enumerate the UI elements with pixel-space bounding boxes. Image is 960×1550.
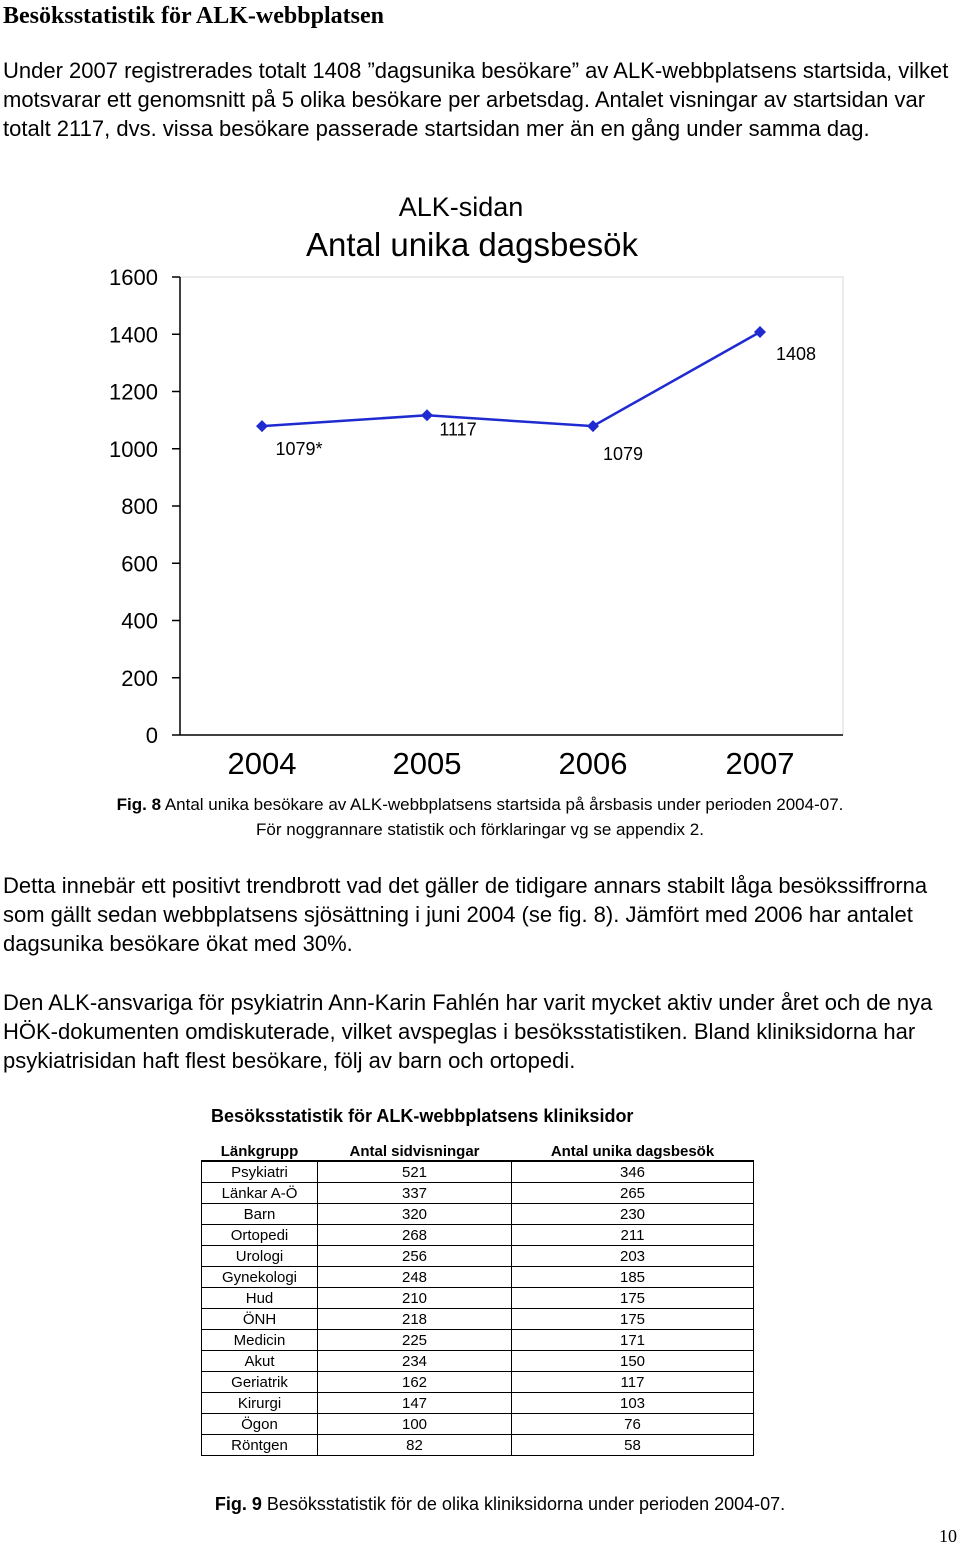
page-heading: Besöksstatistik för ALK-webbplatsen xyxy=(3,3,384,29)
cell-link-group: Medicin xyxy=(202,1330,318,1351)
fig9-label: Fig. 9 xyxy=(214,1494,262,1514)
cell-page-views: 162 xyxy=(318,1372,512,1393)
cell-unique-visits: 58 xyxy=(512,1435,754,1456)
chart-subtitle: Antal unika dagsbesök xyxy=(305,226,639,263)
table-row xyxy=(202,1330,754,1351)
y-tick-label: 400 xyxy=(121,608,158,634)
intro-paragraph: Under 2007 registrerades totalt 1408 ”dagsunika besökare” av ALK-webbplatsens startsida, vilket motsvarar ett genomsnitt på 5 olika besökare per arbetsdag. Antalet visningar av startsidan var totalt 2117, dvs. vissa besökare passerade startsidan mer än en gång under samma dag. xyxy=(3,58,949,141)
cell-page-views: 218 xyxy=(318,1309,512,1330)
cell-page-views: 248 xyxy=(318,1267,512,1288)
y-tick-label: 1000 xyxy=(109,436,158,462)
cell-unique-visits: 185 xyxy=(512,1267,754,1288)
cell-unique-visits: 117 xyxy=(512,1372,754,1393)
x-tick-label: 2004 xyxy=(227,746,297,781)
cell-page-views: 268 xyxy=(318,1225,512,1246)
column-header-page-views: Antal sidvisningar xyxy=(318,1140,512,1161)
cell-unique-visits: 171 xyxy=(512,1330,754,1351)
table-row xyxy=(202,1309,754,1330)
trend-paragraph: Detta innebär ett positivt trendbrott vad det gäller de tidigare annars stabilt låga besökssiffrorna som gällt sedan webbplatsens sjösättning i juni 2004 (se fig. 8). Jämfört med 2006 har antalet dagsunika besökare ökat med 30%. xyxy=(3,873,928,956)
psychiatry-paragraph: Den ALK-ansvariga för psykiatrin Ann-Karin Fahlén har varit mycket aktiv under året och de nya HÖK-dokumenten omdiskuterade, vilket avspeglas i besöksstatistiken. Bland kliniksidorna har psykiatrisidan haft flest besökare, följ av barn och ortopedi. xyxy=(3,990,933,1073)
clinic-stats-table xyxy=(201,1140,754,1456)
cell-link-group: Hud xyxy=(202,1288,318,1309)
cell-link-group: Barn xyxy=(202,1204,318,1225)
data-label: 1408 xyxy=(775,343,817,364)
table-row xyxy=(202,1246,754,1267)
table-row xyxy=(202,1183,754,1204)
y-tick-label: 1200 xyxy=(109,379,158,405)
cell-page-views: 147 xyxy=(318,1393,512,1414)
cell-page-views: 337 xyxy=(318,1183,512,1204)
fig9-text: Besöksstatistik för de olika kliniksidorna under perioden 2004-07. xyxy=(266,1494,786,1514)
cell-unique-visits: 175 xyxy=(512,1309,754,1330)
cell-unique-visits: 211 xyxy=(512,1225,754,1246)
table-body xyxy=(202,1161,754,1456)
table-row xyxy=(202,1267,754,1288)
table-row xyxy=(202,1414,754,1435)
cell-unique-visits: 76 xyxy=(512,1414,754,1435)
y-tick-label: 200 xyxy=(121,665,158,691)
data-point xyxy=(754,326,766,338)
cell-page-views: 210 xyxy=(318,1288,512,1309)
column-header-link-group: Länkgrupp xyxy=(202,1140,318,1161)
table-row xyxy=(202,1393,754,1414)
cell-link-group: Röntgen xyxy=(202,1435,318,1456)
table-header-row xyxy=(202,1140,754,1161)
plot-frame xyxy=(180,277,843,735)
cell-link-group: Gynekologi xyxy=(202,1267,318,1288)
cell-link-group: Länkar A-Ö xyxy=(202,1183,318,1204)
table-row xyxy=(202,1372,754,1393)
data-label: 1079* xyxy=(275,439,323,460)
cell-link-group: Ögon xyxy=(202,1414,318,1435)
fig8-line2: För noggrannare statistik och förklaringar vg se appendix 2. xyxy=(256,820,704,839)
series-line xyxy=(256,326,766,432)
cell-link-group: Ortopedi xyxy=(202,1225,318,1246)
x-axis xyxy=(180,735,843,781)
x-tick-label: 2005 xyxy=(392,746,462,781)
cell-page-views: 234 xyxy=(318,1351,512,1372)
y-axis xyxy=(109,265,843,748)
page-number: 10 xyxy=(939,1526,957,1546)
table-row xyxy=(202,1435,754,1456)
cell-link-group: Urologi xyxy=(202,1246,318,1267)
table-row xyxy=(202,1351,754,1372)
table-title: Besöksstatistik för ALK-webbplatsens kliniksidor xyxy=(211,1106,634,1126)
y-tick-label: 0 xyxy=(145,723,158,748)
cell-unique-visits: 230 xyxy=(512,1204,754,1225)
data-line xyxy=(262,332,760,426)
data-label: 1117 xyxy=(439,419,477,440)
fig8-caption xyxy=(0,792,960,842)
chart-title: ALK-sidan xyxy=(398,192,524,222)
cell-page-views: 82 xyxy=(318,1435,512,1456)
x-tick-label: 2006 xyxy=(558,746,628,781)
cell-unique-visits: 346 xyxy=(512,1161,754,1183)
column-header-unique-visits: Antal unika dagsbesök xyxy=(512,1140,754,1161)
table-row xyxy=(202,1161,754,1183)
cell-page-views: 320 xyxy=(318,1204,512,1225)
cell-page-views: 256 xyxy=(318,1246,512,1267)
data-label: 1079 xyxy=(602,444,644,465)
x-tick-label: 2007 xyxy=(725,746,795,781)
cell-unique-visits: 150 xyxy=(512,1351,754,1372)
data-point xyxy=(587,420,599,432)
cell-page-views: 225 xyxy=(318,1330,512,1351)
cell-unique-visits: 265 xyxy=(512,1183,754,1204)
cell-link-group: Kirurgi xyxy=(202,1393,318,1414)
data-labels xyxy=(275,344,816,464)
line-chart xyxy=(0,180,960,790)
fig9-caption xyxy=(0,1494,960,1515)
cell-page-views: 521 xyxy=(318,1161,512,1183)
cell-link-group: ÖNH xyxy=(202,1309,318,1330)
cell-unique-visits: 203 xyxy=(512,1246,754,1267)
cell-unique-visits: 175 xyxy=(512,1288,754,1309)
fig8-label: Fig. 8 xyxy=(116,795,162,814)
fig8-line1: Antal unika besökare av ALK-webbplatsens startsida på årsbasis under perioden 2004-07. xyxy=(164,795,844,814)
y-tick-label: 1400 xyxy=(109,322,158,348)
cell-page-views: 100 xyxy=(318,1414,512,1435)
cell-link-group: Geriatrik xyxy=(202,1372,318,1393)
cell-link-group: Akut xyxy=(202,1351,318,1372)
y-tick-label: 1600 xyxy=(109,265,158,290)
table-row xyxy=(202,1204,754,1225)
cell-unique-visits: 103 xyxy=(512,1393,754,1414)
table-row xyxy=(202,1225,754,1246)
cell-link-group: Psykiatri xyxy=(202,1161,318,1183)
table-row xyxy=(202,1288,754,1309)
y-tick-label: 600 xyxy=(121,551,158,577)
data-point xyxy=(256,420,268,432)
y-tick-label: 800 xyxy=(121,494,158,519)
data-point xyxy=(421,409,433,421)
